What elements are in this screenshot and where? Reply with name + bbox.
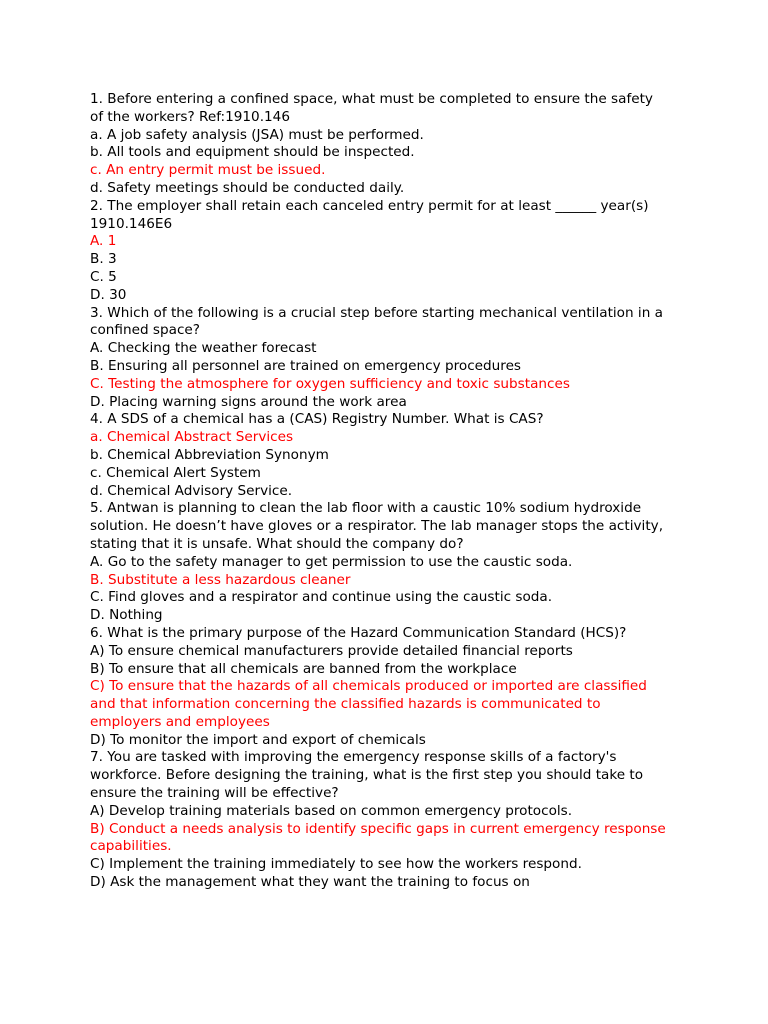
question-text: stating that it is unsafe. What should the company do? — [90, 535, 464, 552]
question-text: 7. You are tasked with improving the emergency response skills of a factory's — [90, 749, 617, 766]
option: b. All tools and equipment should be inspected. — [90, 144, 415, 161]
option: b. Chemical Abbreviation Synonym — [90, 446, 329, 463]
correct-option: B. Substitute a less hazardous cleaner — [90, 571, 351, 588]
question-6 — [90, 625, 690, 750]
question-4 — [90, 411, 690, 500]
option: D. 30 — [90, 286, 127, 303]
option: C. Find gloves and a respirator and continue using the caustic soda. — [90, 589, 553, 606]
option: D. Nothing — [90, 607, 163, 624]
option: B. Ensuring all personnel are trained on emergency procedures — [90, 357, 522, 374]
correct-option: a. Chemical Abstract Services — [90, 429, 294, 446]
question-5 — [90, 500, 690, 625]
question-text: solution. He doesn’t have gloves or a respirator. The lab manager stops the activity, — [90, 518, 664, 535]
correct-option: and that information concerning the classified hazards is communicated to — [90, 696, 601, 713]
correct-option: A. 1 — [90, 233, 117, 250]
question-text: 1. Before entering a confined space, what must be completed to ensure the safety — [90, 91, 653, 107]
option: B. 3 — [90, 251, 117, 268]
option: d. Safety meetings should be conducted daily. — [90, 179, 405, 196]
question-text: 6. What is the primary purpose of the Hazard Communication Standard (HCS)? — [90, 624, 627, 641]
option: A) To ensure chemical manufacturers provide detailed financial reports — [90, 642, 573, 659]
option: D) Ask the management what they want the training to focus on — [90, 874, 530, 891]
question-text: 4. A SDS of a chemical has a (CAS) Registry Number. What is CAS? — [90, 411, 544, 428]
question-text: confined space? — [90, 322, 200, 339]
question-text: 3. Which of the following is a crucial step before starting mechanical ventilation in a — [90, 304, 663, 321]
correct-option: c. An entry permit must be issued. — [90, 162, 326, 179]
question-text: 5. Antwan is planning to clean the lab floor with a caustic 10% sodium hydroxide — [90, 500, 642, 517]
option: B) To ensure that all chemicals are banned from the workplace — [90, 660, 517, 677]
correct-option: B) Conduct a needs analysis to identify specific gaps in current emergency response — [90, 820, 666, 837]
question-text: 2. The employer shall retain each canceled entry permit for at least ______ year(s) — [90, 197, 649, 214]
question-text: 1910.146E6 — [90, 215, 173, 232]
document-page — [90, 91, 690, 892]
question-text: workforce. Before designing the training, what is the first step you should take to — [90, 767, 644, 784]
option: d. Chemical Advisory Service. — [90, 482, 293, 499]
option: D. Placing warning signs around the work area — [90, 393, 407, 410]
option: A) Develop training materials based on common emergency protocols. — [90, 802, 573, 819]
question-7 — [90, 749, 690, 891]
question-3 — [90, 305, 690, 412]
correct-option: employers and employees — [90, 713, 270, 730]
option: C) Implement the training immediately to see how the workers respond. — [90, 856, 582, 873]
option: c. Chemical Alert System — [90, 464, 261, 481]
question-text: ensure the training will be effective? — [90, 785, 339, 802]
option: A. Checking the weather forecast — [90, 340, 317, 357]
question-text: of the workers? Ref:1910.146 — [90, 108, 290, 125]
question-2 — [90, 198, 690, 305]
option: a. A job safety analysis (JSA) must be performed. — [90, 126, 424, 143]
question-1 — [90, 91, 690, 198]
option: A. Go to the safety manager to get permission to use the caustic soda. — [90, 553, 573, 570]
correct-option: capabilities. — [90, 838, 172, 855]
option: D) To monitor the import and export of chemicals — [90, 731, 426, 748]
option: C. 5 — [90, 268, 117, 285]
correct-option: C) To ensure that the hazards of all chemicals produced or imported are classified — [90, 678, 647, 695]
correct-option: C. Testing the atmosphere for oxygen sufficiency and toxic substances — [90, 375, 570, 392]
